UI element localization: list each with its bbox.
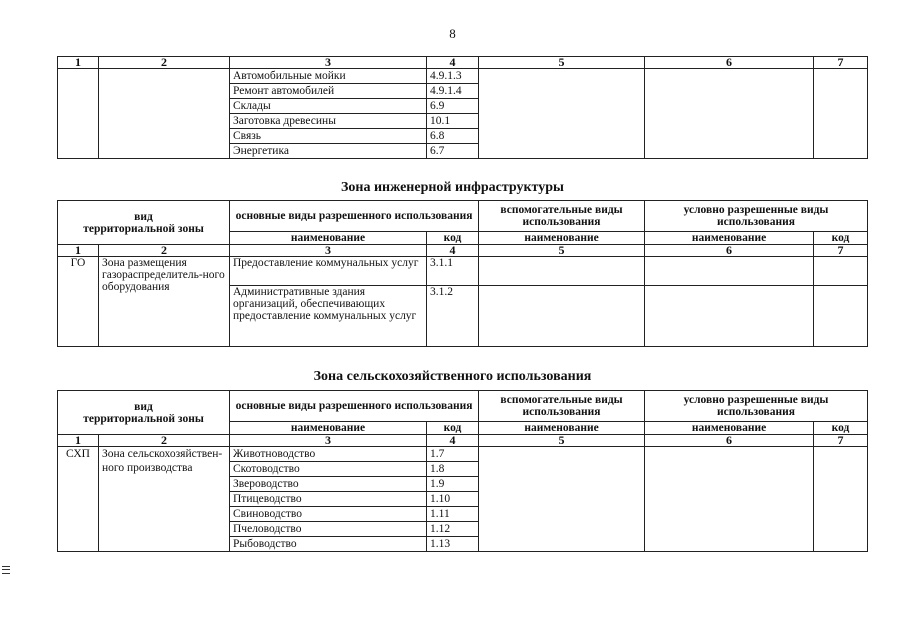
col-num-2: 2: [99, 435, 230, 447]
header-zone-type: вид территориальной зоны: [58, 391, 230, 435]
col-num-7: 7: [814, 57, 868, 69]
col-num-1: 1: [58, 245, 99, 257]
col-num-3: 3: [230, 435, 427, 447]
zone-title-agricultural: Зона сельскохозяйственного использования: [313, 369, 592, 384]
use-name: Автомобильные мойки: [230, 69, 427, 84]
col-num-3: 3: [230, 57, 427, 69]
zone-code: СХП: [58, 447, 99, 552]
use-code: 1.8: [427, 462, 479, 477]
continuation-table: [57, 56, 868, 159]
use-name: Склады: [230, 99, 427, 114]
use-name: Пчеловодство: [230, 522, 427, 537]
header-name: наименование: [479, 422, 645, 435]
use-code: 1.7: [427, 447, 479, 462]
use-code: 6.7: [427, 144, 479, 159]
col-num-1: 1: [58, 435, 99, 447]
use-name: Энергетика: [230, 144, 427, 159]
col-num-4: 4: [427, 435, 479, 447]
empty-cell: [479, 257, 645, 286]
agricultural-zone-table: [57, 390, 868, 552]
use-code: 6.8: [427, 129, 479, 144]
use-code: 6.9: [427, 99, 479, 114]
empty-cell: [645, 286, 814, 347]
use-name: Заготовка древесины: [230, 114, 427, 129]
empty-cell: [479, 69, 645, 159]
header-cond-uses: условно разрешенные виды использования: [645, 391, 868, 422]
engineering-zone-table: [57, 200, 868, 347]
margin-mark: [2, 566, 10, 574]
col-num-3: 3: [230, 245, 427, 257]
empty-cell: [814, 69, 868, 159]
empty-cell: [58, 69, 99, 159]
empty-cell: [645, 447, 814, 552]
col-num-6: 6: [645, 435, 814, 447]
col-num-7: 7: [814, 435, 868, 447]
col-num-5: 5: [479, 245, 645, 257]
use-code: 3.1.1: [427, 257, 479, 286]
header-name: наименование: [230, 422, 427, 435]
col-num-4: 4: [427, 57, 479, 69]
col-num-4: 4: [427, 245, 479, 257]
use-name: Административные здания организаций, обеспечивающих предоставление коммунальных услуг: [230, 286, 427, 347]
empty-cell: [645, 69, 814, 159]
header-code: код: [427, 232, 479, 245]
col-num-6: 6: [645, 245, 814, 257]
use-name: Птицеводство: [230, 492, 427, 507]
col-num-1: 1: [58, 57, 99, 69]
empty-cell: [645, 257, 814, 286]
use-name: Свиноводство: [230, 507, 427, 522]
use-name: Рыбоводство: [230, 537, 427, 552]
zone-code: ГО: [58, 257, 99, 347]
use-code: 3.1.2: [427, 286, 479, 347]
col-num-7: 7: [814, 245, 868, 257]
use-code: 1.10: [427, 492, 479, 507]
use-name: Скотоводство: [230, 462, 427, 477]
use-name: Предоставление коммунальных услуг: [230, 257, 427, 286]
empty-cell: [814, 257, 868, 286]
col-num-6: 6: [645, 57, 814, 69]
zone-title-engineering: Зона инженерной инфраструктуры: [341, 180, 564, 195]
header-aux-uses: вспомогательные виды использования: [479, 201, 645, 232]
use-code: 1.13: [427, 537, 479, 552]
header-main-uses: основные виды разрешенного использования: [230, 201, 479, 232]
header-name: наименование: [479, 232, 645, 245]
col-num-5: 5: [479, 435, 645, 447]
use-code: 1.11: [427, 507, 479, 522]
empty-cell: [479, 447, 645, 552]
col-num-5: 5: [479, 57, 645, 69]
empty-cell: [814, 286, 868, 347]
header-cond-uses: условно разрешенные виды использования: [645, 201, 868, 232]
header-name: наименование: [230, 232, 427, 245]
use-code: 1.9: [427, 477, 479, 492]
header-code: код: [814, 422, 868, 435]
col-num-2: 2: [99, 57, 230, 69]
use-code: 4.9.1.3: [427, 69, 479, 84]
header-code: код: [814, 232, 868, 245]
header-name: наименование: [645, 422, 814, 435]
header-code: код: [427, 422, 479, 435]
col-num-2: 2: [99, 245, 230, 257]
header-zone-type: вид территориальной зоны: [58, 201, 230, 245]
use-name: Связь: [230, 129, 427, 144]
use-name: Звероводство: [230, 477, 427, 492]
header-main-uses: основные виды разрешенного использования: [230, 391, 479, 422]
header-aux-uses: вспомогательные виды использования: [479, 391, 645, 422]
page-number: 8: [449, 26, 456, 41]
use-code: 1.12: [427, 522, 479, 537]
empty-cell: [479, 286, 645, 347]
use-name: Ремонт автомобилей: [230, 84, 427, 99]
empty-cell: [814, 447, 868, 552]
zone-name: Зона сельскохозяйствен-ного производства: [99, 447, 230, 552]
zone-name: Зона размещения газораспределитель-ного оборудования: [99, 257, 230, 347]
empty-cell: [99, 69, 230, 159]
use-code: 4.9.1.4: [427, 84, 479, 99]
header-name: наименование: [645, 232, 814, 245]
use-code: 10.1: [427, 114, 479, 129]
use-name: Животноводство: [230, 447, 427, 462]
